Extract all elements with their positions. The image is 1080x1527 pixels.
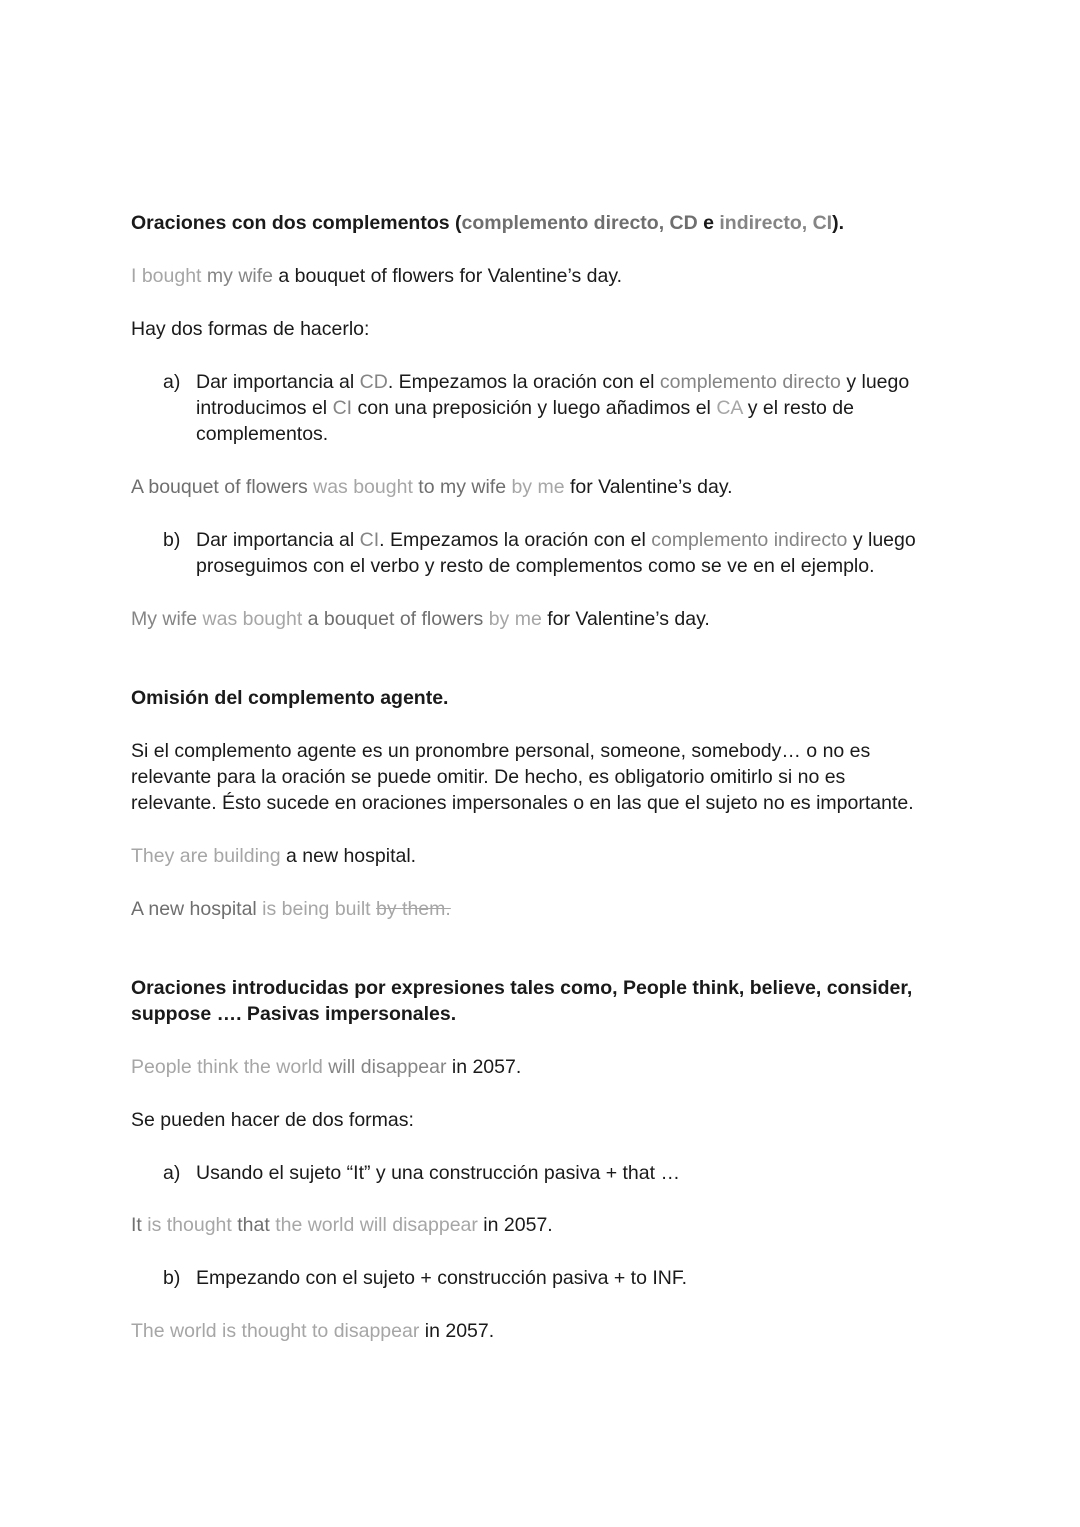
list-item-line — [196, 369, 909, 395]
heading-ci-text: indirecto, CI — [719, 212, 833, 234]
agent: by me — [483, 608, 542, 630]
clause: the world will disappear — [269, 1214, 478, 1236]
list-marker-a: a) — [163, 1162, 181, 1184]
list-item-line: Empezando con el sujeto + construcción pasiva + to INF. — [196, 1267, 688, 1289]
indirect-object: My wife — [131, 608, 198, 630]
section-heading-agent-omission: Omisión del complemento agente. — [131, 687, 449, 709]
text: y luego — [840, 371, 910, 393]
list-marker-b: b) — [163, 529, 181, 551]
text: introducimos el — [196, 397, 333, 419]
section-heading-impersonal-passive-cont: suppose …. Pasivas impersonales. — [131, 1003, 457, 1025]
verb: was bought — [307, 476, 413, 498]
list-item-line: complementos. — [196, 423, 329, 445]
direct-object: A bouquet of flowers — [131, 476, 308, 498]
ci-text: CI — [332, 397, 353, 419]
direct-object-rest: a bouquet of flowers for Valentine’s day. — [273, 265, 623, 287]
subject: It — [131, 1214, 142, 1236]
text: y luego — [847, 529, 916, 551]
paragraph-line: Si el complemento agente es un pronombre personal, someone, somebody… o no es — [131, 740, 871, 762]
text: Dar importancia al — [196, 371, 360, 393]
section-heading-two-complements — [131, 210, 844, 236]
list-marker-a: a) — [163, 371, 181, 393]
paragraph-line: relevante. Ésto sucede en oraciones impersonales o en las que el sujeto no es importante. — [131, 792, 914, 814]
direct-object: a bouquet of flowers — [302, 608, 484, 630]
example-sentence — [131, 1212, 553, 1238]
clause-subject: the world — [238, 1056, 323, 1078]
text: con una preposición y luego añadimos el — [352, 397, 717, 419]
verb: was bought — [197, 608, 303, 630]
example-sentence — [131, 1318, 494, 1344]
ca-text: CA — [716, 397, 743, 419]
heading-text: ). — [832, 212, 844, 234]
cd-text: complemento directo — [659, 371, 841, 393]
text: . Empezamos la oración con el — [387, 371, 660, 393]
agent: by me — [506, 476, 565, 498]
cd-text: CD — [359, 371, 388, 393]
rest: for Valentine’s day. — [541, 608, 710, 630]
section-heading-impersonal-passive: Oraciones introducidas por expresiones tales como, People think, believe, consider, — [131, 977, 913, 999]
example-sentence — [131, 606, 710, 632]
subject-verb: People think — [131, 1056, 239, 1078]
heading-text: e — [697, 212, 720, 234]
text: . Empezamos la oración con el — [379, 529, 652, 551]
rest: for Valentine’s day. — [564, 476, 733, 498]
subject-verb: They are building — [131, 845, 281, 867]
list-item-line — [196, 395, 854, 421]
verb: is thought — [141, 1214, 232, 1236]
indirect-object: to my wife — [412, 476, 507, 498]
struck-agent: by them. — [376, 898, 451, 920]
rest: in 2057. — [446, 1056, 522, 1078]
rest: in 2057. — [477, 1214, 553, 1236]
text: y el resto de — [742, 397, 854, 419]
paragraph-line: relevante para la oración se puede omitir. De hecho, es obligatorio omitirlo si no es — [131, 766, 846, 788]
indirect-object: my wife — [201, 265, 273, 287]
example-sentence — [131, 843, 416, 869]
paragraph: Se pueden hacer de dos formas: — [131, 1109, 414, 1131]
conjunction: that — [231, 1214, 270, 1236]
list-marker-b: b) — [163, 1267, 181, 1289]
example-sentence — [131, 1054, 521, 1080]
verb: is being built — [256, 898, 377, 920]
example-sentence — [131, 474, 733, 500]
example-sentence — [131, 896, 451, 922]
subject-verb: The world is thought to disappear — [131, 1320, 420, 1342]
text: Dar importancia al — [196, 529, 360, 551]
ci-text: CI — [359, 529, 380, 551]
subject: A new hospital — [131, 898, 257, 920]
list-item-line — [196, 527, 916, 553]
heading-cd-text: complemento directo, CD — [461, 212, 698, 234]
heading-text: Oraciones con dos complementos ( — [131, 212, 462, 234]
object: a new hospital. — [280, 845, 417, 867]
example-sentence — [131, 263, 622, 289]
paragraph: Hay dos formas de hacerlo: — [131, 318, 370, 340]
rest: in 2057. — [419, 1320, 495, 1342]
list-item-line: Usando el sujeto “It” y una construcción pasiva + that … — [196, 1162, 680, 1184]
list-item-line: proseguimos con el verbo y resto de complementos como se ve en el ejemplo. — [196, 555, 875, 577]
clause-verb: will disappear — [322, 1056, 447, 1078]
subject-verb: I bought — [131, 265, 202, 287]
ci-text: complemento indirecto — [651, 529, 848, 551]
